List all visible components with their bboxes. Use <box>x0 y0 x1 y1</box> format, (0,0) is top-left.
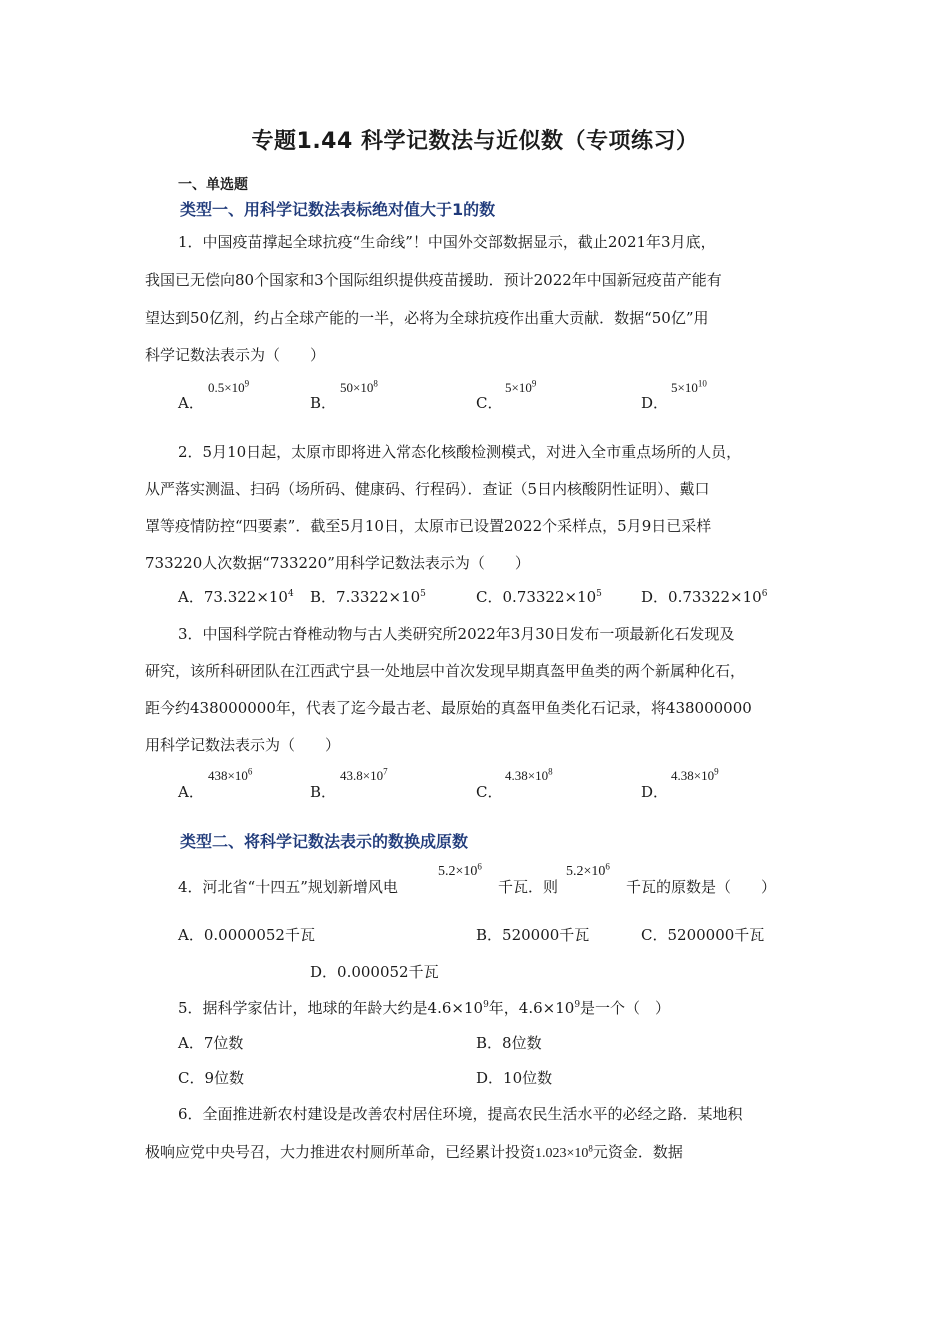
q1-option-d-value: $5\times 10^{10}$ <box>671 378 707 395</box>
q4-text-1: 4．河北省“十四五”规划新增风电 <box>178 878 398 896</box>
q1-line-3: 望达到50亿剂，约占全球产能的一半，必将为全球抗疫作出重大贡献．数据“50亿”用 <box>145 309 709 327</box>
section-heading: 一、单选题 <box>178 177 248 193</box>
q4-text-3: 千瓦的原数是（ ） <box>626 878 777 896</box>
q1-line-2: 我国已无偿向80个国家和3个国际组织提供疫苗援助．预计2022年中国新冠疫苗产能有 <box>145 271 722 289</box>
q3-option-b-value: $43.8\times 10^7$ <box>340 766 388 783</box>
q3-option-d-label: D． <box>641 783 669 801</box>
q3-line-2: 研究，该所科研团队在江西武宁县一处地层中首次发现早期真盔甲鱼类的两个新属种化石， <box>145 662 746 680</box>
q1-option-c-label: C． <box>476 394 503 412</box>
q1-option-d-label: D． <box>641 394 669 412</box>
q3-option-a-label: A． <box>178 783 204 801</box>
q4-text-2: 千瓦．则 <box>498 878 559 896</box>
q3-option-d-value: $4.38\times 10^9$ <box>671 766 719 783</box>
q3-option-a-value: $438\times 10^6$ <box>208 766 253 783</box>
q2-option-d: D．$0.73322\times 10^6$ <box>641 588 768 606</box>
q3-line-1: 3．中国科学院古脊椎动物与古人类研究所2022年3月30日发布一项最新化石发现及 <box>178 625 735 643</box>
q2-option-a: A．$73.322\times 10^4$ <box>178 588 294 606</box>
q3-option-c-label: C． <box>476 783 503 801</box>
q2-option-c: C．$0.73322\times 10^5$ <box>476 588 602 606</box>
q2-line-3: 罩等疫情防控“四要素”．截至5月10日，太原市已设置2022个采样点，5月9日已采样 <box>145 517 712 535</box>
q4-option-b: B．520000千瓦 <box>476 926 590 944</box>
q5-option-a: A．7位数 <box>178 1034 244 1052</box>
q1-option-b-value: $50\times 10^8$ <box>340 378 378 395</box>
q3-option-c-value: $4.38\times 10^8$ <box>505 766 553 783</box>
q4-math-1: $5.2\times 10^6$ <box>438 861 482 879</box>
q5-option-b: B．8位数 <box>476 1034 542 1052</box>
q2-line-4: 733220人次数据“733220”用科学记数法表示为（ ） <box>145 554 530 572</box>
q5-option-c: C．9位数 <box>178 1069 245 1087</box>
q3-line-3: 距今约438000000年，代表了迄今最古老、最原始的真盔甲鱼类化石记录，将438000000 <box>145 699 752 717</box>
q2-option-b: B．$7.3322\times 10^5$ <box>310 588 426 606</box>
q3-line-4: 用科学记数法表示为（ ） <box>145 736 341 754</box>
q2-line-2: 从严落实测温、扫码（场所码、健康码、行程码）．查证（5日内核酸阴性证明）、戴口 <box>145 480 710 498</box>
q1-option-a-label: A． <box>178 394 204 412</box>
q4-option-a: A．0.0000052千瓦 <box>178 926 315 944</box>
q1-option-b-label: B． <box>310 394 337 412</box>
type-heading-2: 类型二、将科学记数法表示的数换成原数 <box>180 832 469 851</box>
q1-option-a-value: $0.5\times 10^9$ <box>208 378 250 395</box>
type-heading-1: 类型一、用科学记数法表标绝对值大于1的数 <box>180 200 496 219</box>
q2-line-1: 2．5月10日起，太原市即将进入常态化核酸检测模式，对进入全市重点场所的人员， <box>178 443 742 461</box>
q4-option-c: C．5200000千瓦 <box>641 926 765 944</box>
q6-line-1: 6．全面推进新农村建设是改善农村居住环境，提高农民生活水平的必经之路．某地积 <box>178 1105 743 1123</box>
q1-option-c-value: $5\times 10^9$ <box>505 378 537 395</box>
q5-option-d: D．10位数 <box>476 1069 553 1087</box>
q1-line-4: 科学记数法表示为（ ） <box>145 346 326 364</box>
q6-line-2: 极响应党中央号召，大力推进农村厕所革命，已经累计投资$1.023\times 10^8$元资金．数据 <box>145 1143 683 1161</box>
q4-option-d: D．0.000052千瓦 <box>310 963 439 981</box>
q4-math-2: $5.2\times 10^6$ <box>566 861 610 879</box>
q1-line-1: 1．中国疫苗撑起全球抗疫“生命线”！中国外交部数据显示，截止2021年3月底， <box>178 233 716 251</box>
q5-text: 5．据科学家估计，地球的年龄大约是$4.6\times 10^9$年，$4.6\times 10^9$是一个（ ） <box>178 999 671 1017</box>
page-title: 专题1.44 科学记数法与近似数（专项练习） <box>251 129 699 154</box>
q3-option-b-label: B． <box>310 783 337 801</box>
